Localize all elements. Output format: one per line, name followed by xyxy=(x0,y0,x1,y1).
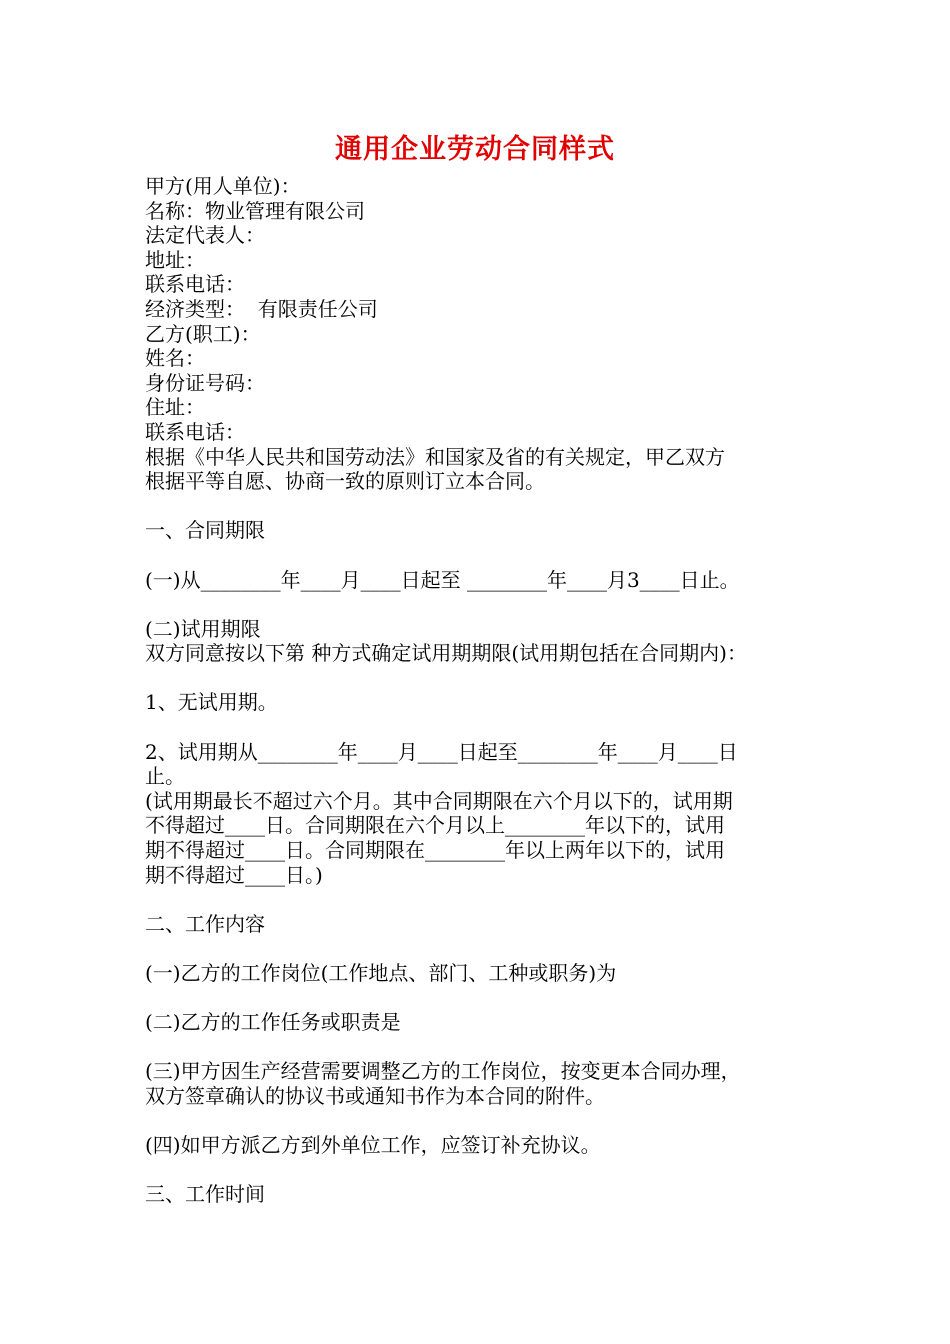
text-line: (二)乙方的工作任务或职责是 xyxy=(145,1010,401,1035)
document-title: 通用企业劳动合同样式 xyxy=(335,134,615,165)
text-line: (二)试用期限 xyxy=(145,616,261,641)
text-line: (一)乙方的工作岗位(工作地点、部门、工种或职务)为 xyxy=(145,961,617,985)
text-line: 身份证号码： xyxy=(145,370,265,395)
text-line: 住址： xyxy=(145,395,205,420)
blank-line xyxy=(145,666,835,691)
text-line: 乙方(职工)： xyxy=(145,321,261,346)
blank-line xyxy=(145,543,835,568)
text-line: 地址： xyxy=(145,247,205,272)
text-line: (四)如甲方派乙方到外单位工作，应签订补充协议。 xyxy=(145,1133,601,1158)
text-line: 三、工作时间 xyxy=(145,1182,265,1207)
blank-line xyxy=(145,715,835,740)
blank-line xyxy=(145,986,835,1011)
blank-line xyxy=(145,936,835,961)
text-line: 法定代表人： xyxy=(145,223,265,248)
blank-line xyxy=(145,887,835,912)
text-line: 2、试用期从________年____月____日起至________年____月____日 xyxy=(145,739,738,764)
text-line: 甲方(用人单位)： xyxy=(145,174,301,198)
text-line: 二、工作内容 xyxy=(145,911,265,936)
text-line: (三)甲方因生产经营需要调整乙方的工作岗位，按变更本合同办理， xyxy=(145,1059,741,1084)
text-line: 联系电话： xyxy=(145,419,245,444)
blank-line xyxy=(145,1158,835,1183)
text-line: 名称：物业管理有限公司 xyxy=(145,198,365,223)
blank-line xyxy=(145,592,835,617)
text-line: 期不得超过____日。合同期限在________年以上两年以下的，试用 xyxy=(145,838,725,863)
text-line: 联系电话： xyxy=(145,272,245,297)
text-line: 双方签章确认的协议书或通知书作为本合同的附件。 xyxy=(145,1083,605,1108)
blank-line xyxy=(145,1035,835,1060)
text-line: 双方同意按以下第 种方式确定试用期期限(试用期包括在合同期内)： xyxy=(145,641,747,666)
text-line: (一)从________年____月____日起至 ________年____月3____日止。 xyxy=(145,567,740,592)
text-line: 根据平等自愿、协商一致的原则订立本合同。 xyxy=(145,469,545,494)
text-line: 不得超过____日。合同期限在六个月以上________年以下的，试用 xyxy=(145,813,725,838)
text-line: 1、无试用期。 xyxy=(145,690,278,715)
text-line: 止。 xyxy=(145,764,185,789)
text-line: 期不得超过____日。) xyxy=(145,862,323,887)
blank-line xyxy=(145,494,835,519)
text-line: 姓名： xyxy=(145,346,205,371)
text-line: 经济类型： 有限责任公司 xyxy=(145,296,378,321)
text-line: 根据《中华人民共和国劳动法》和国家及省的有关规定，甲乙双方 xyxy=(145,444,725,469)
text-line: (试用期最长不超过六个月。其中合同期限在六个月以下的，试用期 xyxy=(145,788,733,813)
document-body xyxy=(145,174,835,1207)
text-line: 一、合同期限 xyxy=(145,518,265,543)
blank-line xyxy=(145,1109,835,1134)
